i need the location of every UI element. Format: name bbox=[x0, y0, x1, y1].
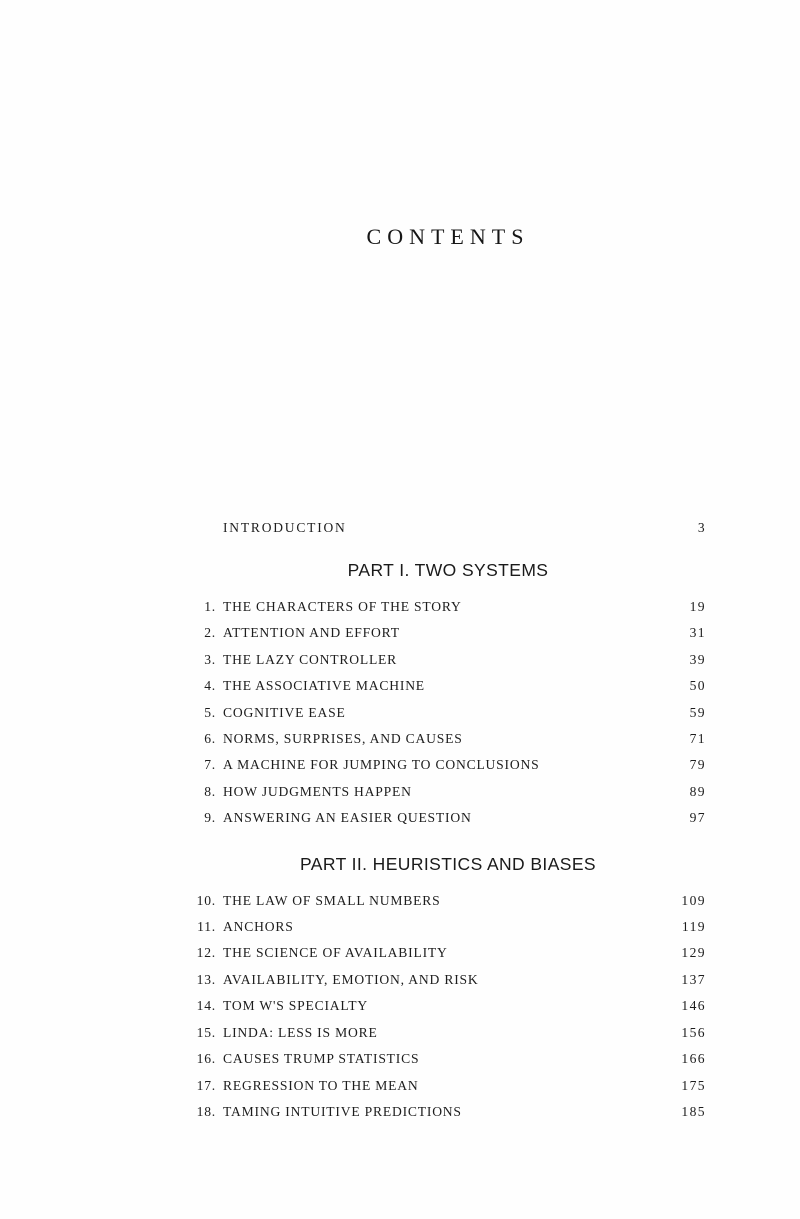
page-title: CONTENTS bbox=[366, 224, 530, 249]
entry-page: 97 bbox=[689, 810, 706, 826]
entry-number: 18. bbox=[196, 1103, 216, 1119]
entry-page: 175 bbox=[681, 1077, 706, 1093]
entry-page: 119 bbox=[681, 919, 706, 935]
entry-page: 129 bbox=[681, 945, 706, 961]
entry-page: 166 bbox=[681, 1051, 706, 1067]
entry-page: 39 bbox=[689, 651, 706, 667]
entry-page: 59 bbox=[689, 704, 706, 720]
entry-number: 10. bbox=[196, 892, 216, 908]
entry-title: AVAILABILITY, EMOTION, AND RISK bbox=[223, 971, 479, 987]
entry-title: THE SCIENCE OF AVAILABILITY bbox=[223, 945, 448, 961]
entry-title: INTRODUCTION bbox=[223, 520, 347, 535]
entry-title: LINDA: LESS IS MORE bbox=[223, 1024, 378, 1040]
entry-page: 89 bbox=[689, 783, 706, 799]
entry-page: 156 bbox=[681, 1024, 706, 1040]
entry-number: 16. bbox=[196, 1051, 216, 1067]
entry-page: 3 bbox=[697, 520, 706, 535]
entry-page: 109 bbox=[681, 892, 706, 908]
toc-entry bbox=[190, 779, 706, 805]
entry-page: 31 bbox=[689, 625, 706, 641]
toc-content bbox=[190, 224, 706, 1125]
toc-entry bbox=[190, 967, 706, 993]
entry-title: THE LAW OF SMALL NUMBERS bbox=[223, 892, 441, 908]
toc-entry bbox=[190, 700, 706, 726]
toc-entry bbox=[190, 888, 706, 914]
entry-number: 4. bbox=[204, 678, 216, 694]
entry-number: 9. bbox=[204, 810, 216, 826]
toc-entry bbox=[190, 805, 706, 831]
entry-title: TAMING INTUITIVE PREDICTIONS bbox=[223, 1103, 462, 1119]
entry-number: 6. bbox=[204, 731, 216, 747]
toc-entry bbox=[190, 620, 706, 646]
entry-number: 3. bbox=[204, 651, 216, 667]
entry-page: 50 bbox=[689, 678, 706, 694]
toc-entry bbox=[190, 940, 706, 966]
entry-title: CAUSES TRUMP STATISTICS bbox=[223, 1051, 420, 1067]
entry-title: THE ASSOCIATIVE MACHINE bbox=[223, 678, 425, 694]
entry-title: NORMS, SURPRISES, AND CAUSES bbox=[223, 731, 463, 747]
entry-number: 11. bbox=[197, 919, 216, 935]
toc-entry bbox=[190, 914, 706, 940]
entry-title: ATTENTION AND EFFORT bbox=[223, 625, 400, 641]
part-heading-1: PART I. TWO SYSTEMS bbox=[347, 560, 549, 580]
entry-title: REGRESSION TO THE MEAN bbox=[223, 1077, 419, 1093]
entry-title: THE LAZY CONTROLLER bbox=[223, 651, 398, 667]
entry-title: HOW JUDGMENTS HAPPEN bbox=[223, 783, 412, 799]
entry-page: 137 bbox=[681, 971, 706, 987]
entry-page: 19 bbox=[689, 599, 706, 614]
toc-entry bbox=[190, 673, 706, 699]
toc-entry bbox=[190, 1099, 706, 1125]
entry-number: 17. bbox=[196, 1077, 216, 1093]
entry-number: 2. bbox=[204, 625, 216, 641]
toc-entry-introduction bbox=[190, 518, 706, 538]
entry-title: ANSWERING AN EASIER QUESTION bbox=[223, 810, 472, 826]
entry-page: 71 bbox=[689, 731, 706, 747]
entry-number: 7. bbox=[204, 757, 216, 773]
entry-page: 79 bbox=[689, 757, 706, 773]
entry-number: 8. bbox=[204, 783, 216, 799]
entry-page: 185 bbox=[681, 1103, 706, 1119]
entry-title: TOM W'S SPECIALTY bbox=[223, 998, 368, 1014]
part-heading-2: PART II. HEURISTICS AND BIASES bbox=[300, 853, 596, 874]
entry-title: COGNITIVE EASE bbox=[223, 704, 346, 720]
toc-entry bbox=[190, 993, 706, 1019]
entry-number: 15. bbox=[196, 1024, 216, 1040]
entry-number: 12. bbox=[196, 945, 216, 961]
toc-entry bbox=[190, 1073, 706, 1099]
entry-title: ANCHORS bbox=[223, 919, 294, 935]
entry-number: 5. bbox=[204, 704, 216, 720]
toc-entry bbox=[190, 594, 706, 620]
entry-page: 146 bbox=[681, 998, 706, 1014]
entry-number: 14. bbox=[196, 998, 216, 1014]
entry-number: 13. bbox=[196, 971, 216, 987]
toc-entry bbox=[190, 1020, 706, 1046]
toc-entry bbox=[190, 647, 706, 673]
entry-title: THE CHARACTERS OF THE STORY bbox=[223, 599, 462, 614]
toc-entry bbox=[190, 726, 706, 752]
toc-entry bbox=[190, 1046, 706, 1072]
entry-number: 1. bbox=[204, 599, 216, 614]
entry-title: A MACHINE FOR JUMPING TO CONCLUSIONS bbox=[223, 757, 540, 773]
toc-entry bbox=[190, 752, 706, 778]
